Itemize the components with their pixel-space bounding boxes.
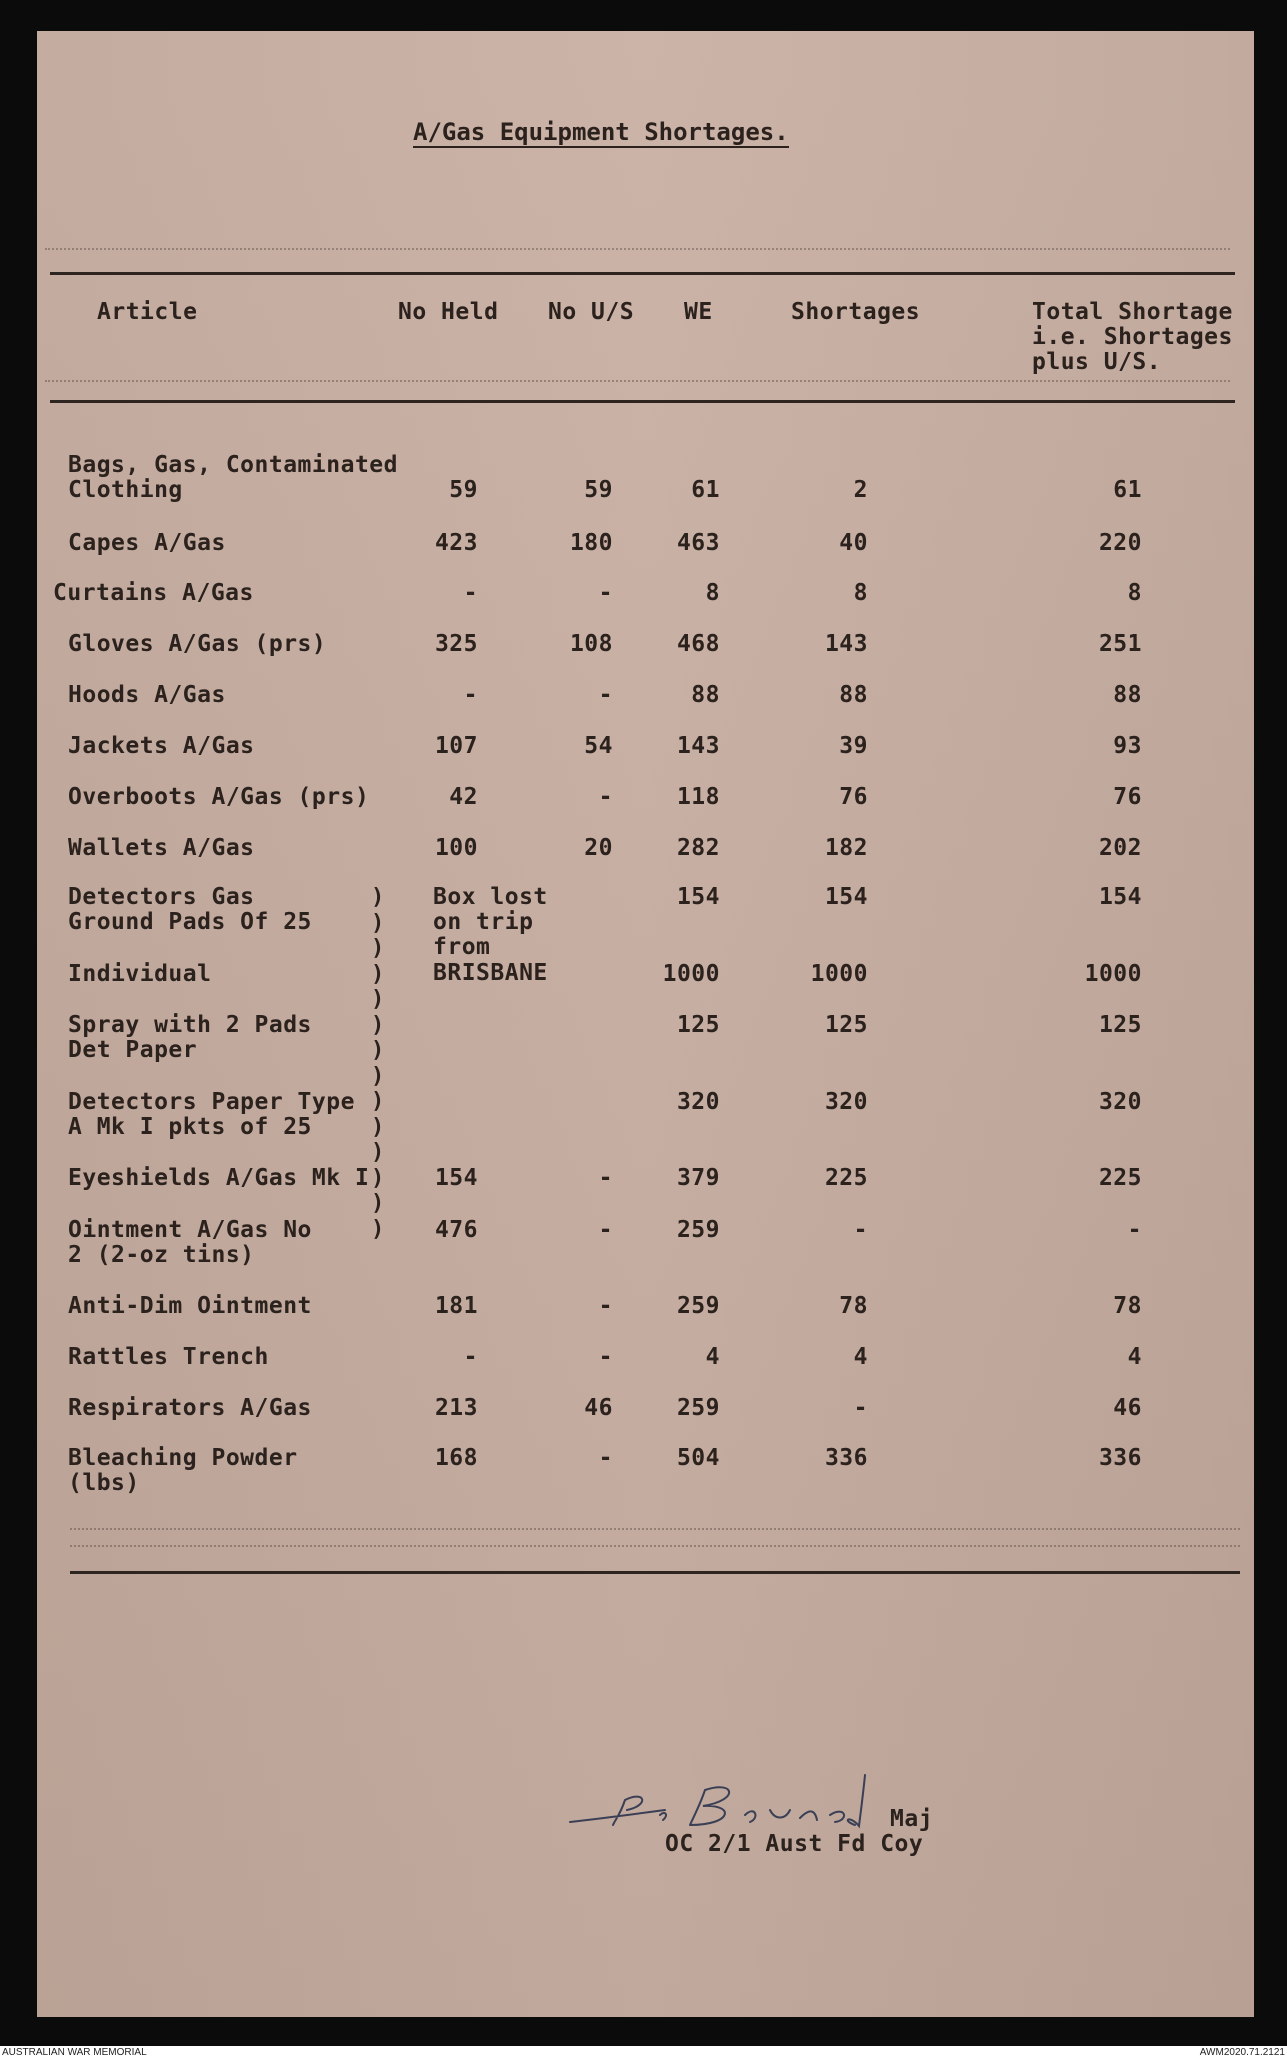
box-note-line3: from [433, 934, 491, 960]
row-article: Spray with 2 Pads [68, 1012, 312, 1038]
row-short-cell: 76 [839, 784, 868, 810]
row-we-cell: 320 [676, 1089, 720, 1115]
row-held-cell: - [463, 1344, 478, 1370]
row-article-cont: (lbs) [68, 1470, 140, 1496]
row-held-cell: 325 [434, 631, 478, 657]
col-header-no-held: No Held [398, 299, 499, 325]
row-total-cell: 78 [1113, 1293, 1142, 1319]
box-note-line1: Box lost [433, 884, 548, 910]
row-article-cont: 2 (2-oz tins) [68, 1242, 255, 1268]
col-header-we: WE [684, 299, 713, 325]
divider-dotted [70, 1528, 1240, 1532]
header-top-rule [50, 272, 1235, 275]
row-total-cell: 125 [1098, 1012, 1142, 1038]
divider-dotted [45, 380, 1230, 384]
row-total-cell: 4 [1127, 1344, 1142, 1370]
row-total-cell: 88 [1113, 682, 1142, 708]
row-held-cell: 100 [434, 835, 478, 861]
row-us-cell: - [598, 580, 613, 606]
row-us-cell: - [598, 1165, 613, 1191]
row-total-cell: 220 [1098, 530, 1142, 556]
row-article: Eyeshields A/Gas Mk I [68, 1165, 370, 1191]
col-header-no-us: No U/S [548, 299, 635, 325]
col-header-total-line2: i.e. Shortages [1032, 324, 1233, 350]
row-article: Anti-Dim Ointment [68, 1293, 312, 1319]
document-title: A/Gas Equipment Shortages. [413, 118, 789, 146]
row-article: Rattles Trench [68, 1344, 269, 1370]
footer-left: AUSTRALIAN WAR MEMORIAL [2, 2047, 147, 2058]
row-we-cell: 88 [691, 682, 720, 708]
row-held-cell: 42 [449, 784, 478, 810]
row-total-cell: 1000 [1084, 961, 1142, 987]
row-total-cell: 46 [1113, 1395, 1142, 1421]
row-us-cell: - [598, 1293, 613, 1319]
row-held-cell: - [463, 682, 478, 708]
row-short-cell: - [853, 1217, 868, 1243]
row-us-cell: 54 [584, 733, 613, 759]
footer-right: AWM2020.71.2121 [1199, 2047, 1285, 2058]
row-we-cell: 154 [676, 884, 720, 910]
row-us-cell: - [598, 784, 613, 810]
row-article-cont: A Mk I pkts of 25 [68, 1114, 312, 1140]
row-we-cell: 259 [676, 1293, 720, 1319]
row-we-cell: 143 [676, 733, 720, 759]
row-held-cell: 181 [434, 1293, 478, 1319]
row-short-cell: 78 [839, 1293, 868, 1319]
row-held-cell: 476 [434, 1217, 478, 1243]
row-short-cell: 125 [824, 1012, 868, 1038]
row-total-cell: 336 [1098, 1445, 1142, 1471]
row-short-cell: 182 [824, 835, 868, 861]
row-we-cell: 4 [705, 1344, 720, 1370]
row-total-cell: - [1127, 1217, 1142, 1243]
row-article: Capes A/Gas [68, 530, 226, 556]
row-short-cell: 4 [853, 1344, 868, 1370]
row-held-cell: 154 [434, 1165, 478, 1191]
row-us-cell: - [598, 1445, 613, 1471]
row-short-cell: 1000 [810, 961, 868, 987]
row-article-cont: Det Paper [68, 1037, 198, 1063]
col-header-shortages: Shortages [791, 299, 921, 325]
row-total-cell: 93 [1113, 733, 1142, 759]
row-article: Overboots A/Gas (prs) [68, 784, 370, 810]
row-total-cell: 320 [1098, 1089, 1142, 1115]
row-we-cell: 259 [676, 1217, 720, 1243]
row-us-cell: 20 [584, 835, 613, 861]
divider-dotted [70, 1545, 1240, 1549]
row-we-cell: 379 [676, 1165, 720, 1191]
row-short-cell: 143 [824, 631, 868, 657]
col-header-article: Article [97, 299, 198, 325]
row-held-cell: - [463, 580, 478, 606]
row-article: Hoods A/Gas [68, 682, 226, 708]
row-we-cell: 463 [676, 530, 720, 556]
divider-dotted [45, 248, 1230, 252]
row-we-cell: 259 [676, 1395, 720, 1421]
row-we-cell: 282 [676, 835, 720, 861]
row-we-cell: 8 [705, 580, 720, 606]
row-total-cell: 8 [1127, 580, 1142, 606]
row-we-cell: 125 [676, 1012, 720, 1038]
box-note-line2: on trip [433, 909, 534, 935]
row-short-cell: - [853, 1395, 868, 1421]
signature-mark [565, 1770, 925, 1840]
col-header-total-line1: Total Shortage [1032, 299, 1233, 325]
bracket-group: ) ) ) ) ) ) ) ) ) ) ) ) ) ) [371, 885, 385, 1242]
row-us-cell: 180 [569, 530, 613, 556]
row-short-cell: 225 [824, 1165, 868, 1191]
row-us-cell: - [598, 1344, 613, 1370]
row-article-cont: Ground Pads Of 25 [68, 909, 312, 935]
row-total-cell: 225 [1098, 1165, 1142, 1191]
table-bottom-rule [70, 1571, 1240, 1574]
row-held-cell: 107 [434, 733, 478, 759]
row-held-cell: 423 [434, 530, 478, 556]
row-article: Ointment A/Gas No [68, 1217, 312, 1243]
header-bottom-rule [50, 400, 1235, 403]
row-short-cell: 40 [839, 530, 868, 556]
row-us-cell: - [598, 1217, 613, 1243]
row-article: Gloves A/Gas (prs) [68, 631, 327, 657]
row-us-cell: - [598, 682, 613, 708]
row-we-cell: 61 [691, 477, 720, 503]
col-header-total-line3: plus U/S. [1032, 349, 1162, 375]
signature-rank: Maj [890, 1806, 934, 1832]
row-article: Bags, Gas, Contaminated [68, 452, 398, 478]
row-us-cell: 108 [569, 631, 613, 657]
row-article: Jackets A/Gas [68, 733, 255, 759]
row-us-cell: 46 [584, 1395, 613, 1421]
signature-unit: OC 2/1 Aust Fd Coy [665, 1831, 924, 1857]
row-total-cell: 202 [1098, 835, 1142, 861]
row-we-cell: 504 [676, 1445, 720, 1471]
row-held-cell: 213 [434, 1395, 478, 1421]
row-article: Individual [68, 961, 212, 987]
row-held-cell: 59 [449, 477, 478, 503]
row-article: Detectors Gas [68, 884, 255, 910]
row-article: Curtains A/Gas [53, 580, 254, 606]
row-total-cell: 154 [1098, 884, 1142, 910]
row-article: Wallets A/Gas [68, 835, 255, 861]
row-article: Detectors Paper Type [68, 1089, 355, 1115]
row-total-cell: 61 [1113, 477, 1142, 503]
box-note-line4: BRISBANE [433, 960, 548, 986]
row-short-cell: 2 [853, 477, 868, 503]
row-held-cell: 168 [434, 1445, 478, 1471]
row-short-cell: 8 [853, 580, 868, 606]
row-we-cell: 118 [676, 784, 720, 810]
row-article: Respirators A/Gas [68, 1395, 312, 1421]
row-short-cell: 336 [824, 1445, 868, 1471]
row-short-cell: 88 [839, 682, 868, 708]
row-we-cell: 1000 [662, 961, 720, 987]
row-short-cell: 154 [824, 884, 868, 910]
row-short-cell: 320 [824, 1089, 868, 1115]
row-short-cell: 39 [839, 733, 868, 759]
row-total-cell: 76 [1113, 784, 1142, 810]
row-us-cell: 59 [584, 477, 613, 503]
row-article: Bleaching Powder [68, 1445, 298, 1471]
row-total-cell: 251 [1098, 631, 1142, 657]
row-we-cell: 468 [676, 631, 720, 657]
row-article-cont: Clothing [68, 477, 183, 503]
